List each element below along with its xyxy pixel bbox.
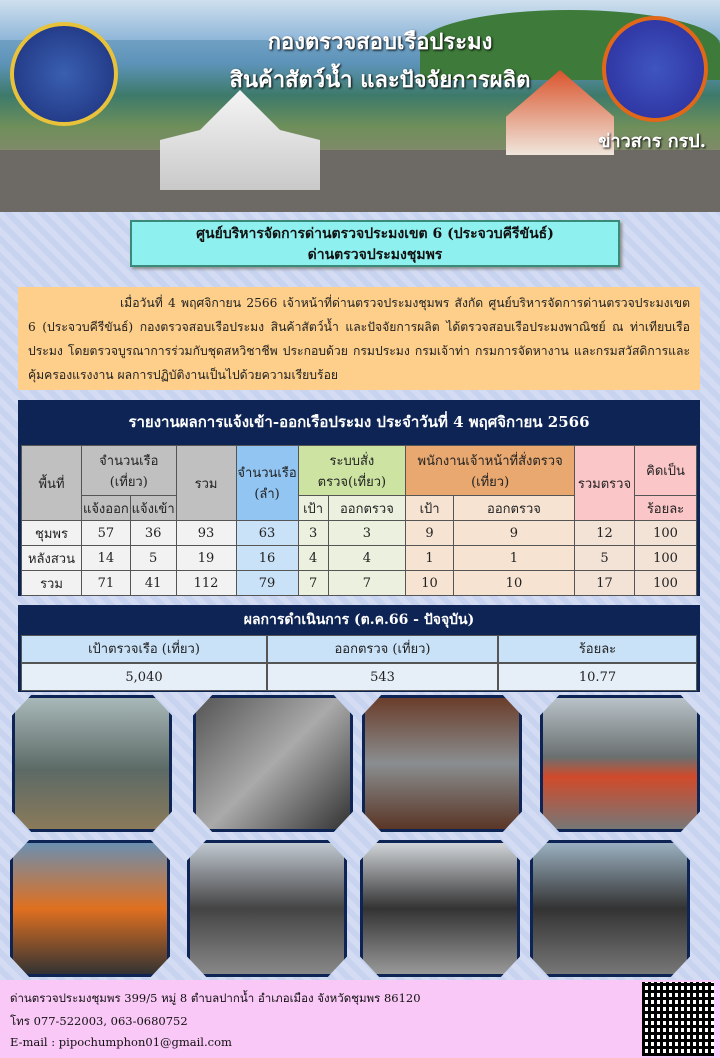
header-as: คิดเป็น <box>635 446 697 496</box>
footer-phone: โทร 077-522003, 063-0680752 <box>10 1014 188 1028</box>
cell-sys-inspected: 4 <box>328 546 406 571</box>
table-row <box>22 521 697 546</box>
table-row-total <box>22 571 697 596</box>
header-boats-trips: จำนวนเรือ (เที่ยว) <box>82 446 177 496</box>
header-inspected2: ออกตรวจ <box>453 496 574 521</box>
results-section <box>18 605 700 692</box>
results-header-percent: ร้อยละ <box>498 635 697 663</box>
cell-percent: 100 <box>635 546 697 571</box>
cell-boats: 63 <box>236 521 298 546</box>
photo-fish <box>362 695 522 832</box>
cell-off-target: 1 <box>406 546 454 571</box>
header-title-line2: สินค้าสัตว์น้ำ และปัจจัยการผลิต <box>229 67 531 93</box>
cell-sys-inspected: 3 <box>328 521 406 546</box>
cell-area: รวม <box>22 571 82 596</box>
header-total-inspect: รวมตรวจ <box>575 446 635 521</box>
cell-off-inspected: 10 <box>453 571 574 596</box>
cell-total: 112 <box>176 571 236 596</box>
results-title: ผลการดำเนินการ (ต.ค.66 - ปัจจุบัน) <box>243 612 475 628</box>
cell-total-inspect: 5 <box>575 546 635 571</box>
cell-boats: 79 <box>236 571 298 596</box>
department-logo <box>10 22 118 126</box>
cell-sys-target: 4 <box>298 546 328 571</box>
cell-off-inspected: 9 <box>453 521 574 546</box>
cell-in: 41 <box>130 571 176 596</box>
cell-out: 57 <box>82 521 131 546</box>
cell-boats: 16 <box>236 546 298 571</box>
cell-total-inspect: 12 <box>575 521 635 546</box>
cell-percent: 100 <box>635 571 697 596</box>
photo-inspection-4 <box>530 840 690 977</box>
cell-area: ชุมพร <box>22 521 82 546</box>
cell-sys-target: 3 <box>298 521 328 546</box>
news-paragraph: เมื่อวันที่ 4 พฤศจิกายน 2566 เจ้าหน้าที่ด่านตรวจประมงชุมพร สังกัด ศูนย์บริหารจัดการด่านตรวจประมงเขต 6 (ประจวบคีรีขันธ์) กองตรวจสอบเรือประมง สินค้าสัตว์น้ำ และปัจจัยการผลิต ได้ตรวจสอบเรือประมงพาณิชย์ ณ ท่าเทียบเรือประมง โดยตรวจบูรณาการร่วมกับชุดสหวิชาชีพ ประกอบด้วย กรมประมง กรมเจ้าท่า กรมการจัดหางาน และกรมสวัสดิการและคุ้มครองแรงงาน ผลการปฏิบัติงานเป็นไปด้วยความเรียบร้อย <box>18 287 700 390</box>
cell-in: 36 <box>130 521 176 546</box>
cell-sys-inspected: 7 <box>328 571 406 596</box>
header-banner <box>0 0 720 212</box>
cell-total-inspect: 17 <box>575 571 635 596</box>
cell-out: 71 <box>82 571 131 596</box>
center-title-box <box>130 220 620 267</box>
photo-inspection-3 <box>360 840 520 977</box>
header-title-line1: กองตรวจสอบเรือประมง <box>267 29 493 55</box>
results-header-inspected: ออกตรวจ (เที่ยว) <box>267 635 498 663</box>
header-officer: พนักงานเจ้าหน้าที่สั่งตรวจ (เที่ยว) <box>406 446 575 496</box>
footer <box>0 980 720 1058</box>
header-percent: ร้อยละ <box>635 496 697 521</box>
header-system: ระบบสั่งตรวจ(เที่ยว) <box>298 446 406 496</box>
fishery-inspection-logo <box>602 16 708 122</box>
report-title: รายงานผลการแจ้งเข้า-ออกเรือประมง ประจำวันที่ 4 พฤศจิกายน 2566 <box>128 413 590 431</box>
header-total: รวม <box>176 446 236 521</box>
header-inspected: ออกตรวจ <box>328 496 406 521</box>
results-header-target: เป้าตรวจเรือ (เที่ยว) <box>21 635 267 663</box>
cell-in: 5 <box>130 546 176 571</box>
photo-inspection-2 <box>187 840 347 977</box>
footer-email[interactable]: E-mail : pipochumphon01@gmail.com <box>10 1035 232 1049</box>
temple-image <box>140 90 340 190</box>
results-value-target: 5,040 <box>21 663 267 691</box>
photo-inspection-1 <box>10 840 170 977</box>
cell-sys-target: 7 <box>298 571 328 596</box>
table-row <box>22 546 697 571</box>
cell-percent: 100 <box>635 521 697 546</box>
results-value-percent: 10.77 <box>498 663 697 691</box>
station-name: ด่านตรวจประมงชุมพร <box>307 247 443 263</box>
cell-out: 14 <box>82 546 131 571</box>
cell-total: 19 <box>176 546 236 571</box>
results-value-inspected: 543 <box>267 663 498 691</box>
header-out: แจ้งออก <box>82 496 131 521</box>
center-name: ศูนย์บริหารจัดการด่านตรวจประมงเขต 6 (ประจวบคีรีขันธ์) <box>196 226 554 242</box>
photo-boat <box>12 695 172 832</box>
news-label: ข่าวสาร กรป. <box>598 131 706 152</box>
cell-off-target: 10 <box>406 571 454 596</box>
header-target: เป้า <box>298 496 328 521</box>
footer-address: ด่านตรวจประมงชุมพร 399/5 หมู่ 8 ตำบลปากน้ำ อำเภอเมือง จังหวัดชุมพร 86120 <box>10 991 421 1005</box>
header-target2: เป้า <box>406 496 454 521</box>
qr-code <box>642 982 714 1056</box>
header-area: พื้นที่ <box>22 446 82 521</box>
report-table <box>18 400 700 596</box>
header-in: แจ้งเข้า <box>130 496 176 521</box>
photo-group <box>540 695 700 832</box>
cell-off-inspected: 1 <box>453 546 574 571</box>
cell-off-target: 9 <box>406 521 454 546</box>
cell-total: 93 <box>176 521 236 546</box>
cell-area: หลังสวน <box>22 546 82 571</box>
photo-net <box>193 695 353 832</box>
header-boats-count: จำนวนเรือ (ลำ) <box>236 446 298 521</box>
